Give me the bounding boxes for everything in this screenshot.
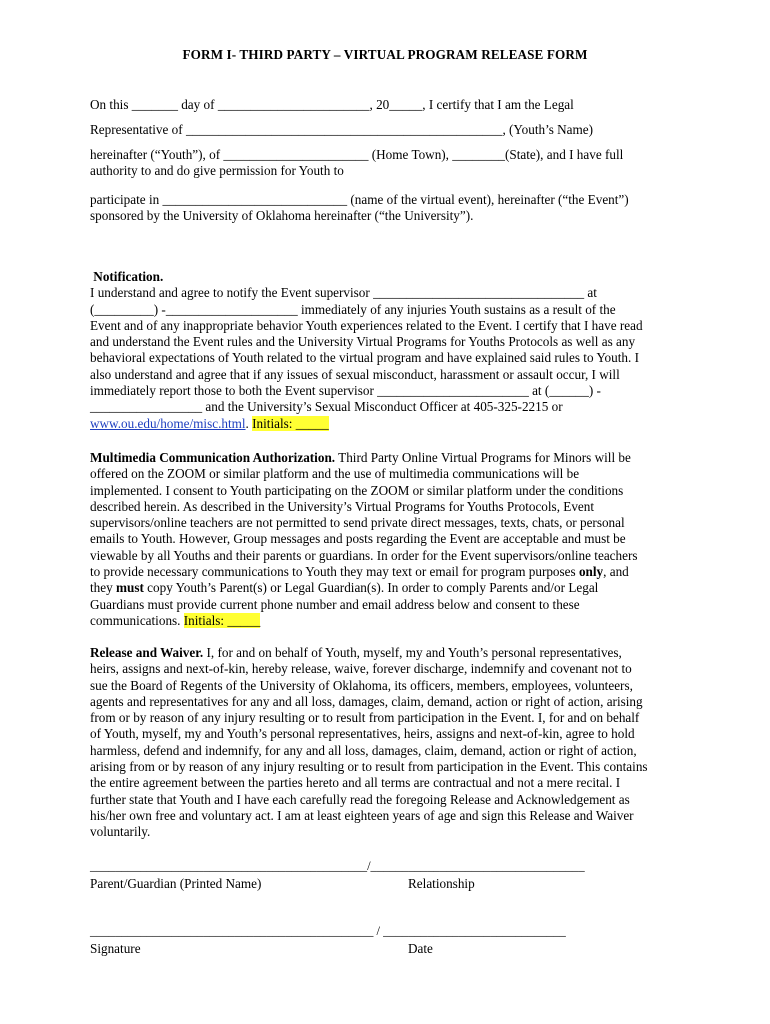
release-line: of Youth, myself, my and Youth’s personal representatives, heirs, assigns and next-of-kin, agree to hold <box>90 726 635 742</box>
multimedia-line: implemented. I consent to Youth participating on the ZOOM or similar platform under the conditions <box>90 482 624 498</box>
signature-label: Signature <box>90 941 141 956</box>
release-line: harmless, defend and indemnify, for any and all loss, damages, claim, demand, action or right of action, <box>90 742 637 758</box>
multimedia-line: communications. <box>90 612 184 628</box>
release-section <box>90 645 690 841</box>
release-line: heirs, assigns and next-of-kin, hereby release, waive, forever discharge, indemnify and covenant not to <box>90 661 632 677</box>
notification-line: (_________) -____________________ immediately of any injuries Youth sustains as a result of the <box>90 301 616 317</box>
notification-line: also understand and agree that if any issues of sexual misconduct, harassment or assault occur, I will <box>90 366 620 382</box>
multimedia-line: viewable by all Youths and their parents or guardians. In order for the Event supervisors/online teachers <box>90 547 638 563</box>
release-line: I, for and on behalf of Youth, myself, my and Youth’s personal representatives, <box>203 645 622 660</box>
release-line: from or by reason of any injury resulting or to result from participation in the Event. I, for and on behalf <box>90 710 640 726</box>
printed-name-label: Parent/Guardian (Printed Name) <box>90 876 262 891</box>
only-emphasis: only <box>578 564 604 580</box>
intro-line-6: sponsored by the University of Oklahoma hereinafter (“the University”). <box>90 208 474 223</box>
printed-name-relationship-line[interactable]: ____________________________________________/__________________________________ <box>90 859 585 873</box>
notification-line: Event and of any inappropriate behavior Youth experiences related to the Event. I certify that I have read <box>90 317 643 333</box>
intro-line-5: participate in ____________________________ (name of the virtual event), hereinafter (“the Event”) <box>90 192 629 207</box>
release-line: his/her own free and voluntary act. I am at least eighteen years of age and sign this Release and Waiver <box>90 807 634 823</box>
multimedia-line: Guardians must provide current phone number and email address below and consent to these <box>90 596 580 612</box>
multimedia-line: copy Youth’s Parent(s) or Legal Guardian(s). In order to comply Parents and/or Legal <box>143 580 599 596</box>
release-line: the entire agreement between the parties hereto and all terms are contractual and not a mere recital. I <box>90 775 621 791</box>
misconduct-link[interactable]: www.ou.edu/home/misc.html <box>90 415 246 431</box>
link-punctuation: . <box>245 415 253 431</box>
release-line: agents and representatives for any and all loss, damages, claim, demand, action or right of action, arising <box>90 693 643 709</box>
multimedia-line: they <box>90 580 117 596</box>
intro-line-4: authority to and do give permission for Youth to <box>90 163 344 178</box>
date-label: Date <box>408 941 433 956</box>
notification-line: _________________ and the University’s Sexual Misconduct Officer at 405-325-2215 or <box>90 399 563 415</box>
notification-line: immediately report those to both the Event supervisor _______________________ at (______) - <box>90 383 601 399</box>
release-line: sue the Board of Regents of the University of Oklahoma, its officers, members, employees, volunteers, <box>90 677 633 693</box>
form-title: FORM I- THIRD PARTY – VIRTUAL PROGRAM RELEASE FORM <box>182 47 588 62</box>
multimedia-line: described herein. As described in the University’s Virtual Programs for Youths Protocols, Event <box>90 498 595 514</box>
multimedia-line: to provide necessary communications to Youth they may text or email for program purposes <box>90 564 579 580</box>
notification-initials: Initials: _____ <box>252 415 329 431</box>
multimedia-heading: Multimedia Communication Authorization. <box>90 450 336 465</box>
release-heading: Release and Waiver. <box>90 645 204 660</box>
notification-section <box>90 269 690 432</box>
relationship-label: Relationship <box>408 876 475 891</box>
multimedia-line: offered on the ZOOM or similar platform and the use of multimedia communications will be <box>90 466 580 482</box>
multimedia-line: , and <box>603 564 629 580</box>
notification-line: behavioral expectations of Youth related to the virtual program and have explained said rules to Youth. I <box>90 350 639 366</box>
intro-line-2: Representative of ________________________________________________, (Youth’s Name) <box>90 122 594 137</box>
intro-line-3: hereinafter (“Youth”), of ______________________ (Home Town), ________(State), and I have full <box>90 147 624 162</box>
notification-line: I understand and agree to notify the Event supervisor ________________________________ at <box>90 285 597 301</box>
multimedia-section <box>90 450 690 629</box>
multimedia-line: emails to Youth. However, Group messages and posts regarding the Event are acceptable and must be <box>90 531 626 547</box>
signature-date-line[interactable]: _____________________________________________ / _____________________________ <box>90 924 566 938</box>
multimedia-line: Third Party Online Virtual Programs for Minors will be <box>335 450 631 465</box>
multimedia-line: supervisors/online teachers are not permitted to send private direct messages, texts, chats, or personal <box>90 515 625 531</box>
intro-line-1: On this _______ day of _______________________, 20_____, I certify that I am the Legal <box>90 97 574 112</box>
multimedia-initials: Initials: _____ <box>183 612 261 628</box>
release-line: arising from or by reason of any injury resulting or to result from participation in the Event. This contains <box>90 759 648 775</box>
release-line: voluntarily. <box>90 824 151 840</box>
must-emphasis: must <box>116 580 144 596</box>
notification-line: and understand the Event rules and the University Virtual Programs for Youths Protocols as well as any <box>90 334 636 350</box>
release-line: further state that Youth and I have each carefully read the foregoing Release and Acknowledgement as <box>90 791 630 807</box>
notification-heading: Notification. <box>93 269 164 284</box>
